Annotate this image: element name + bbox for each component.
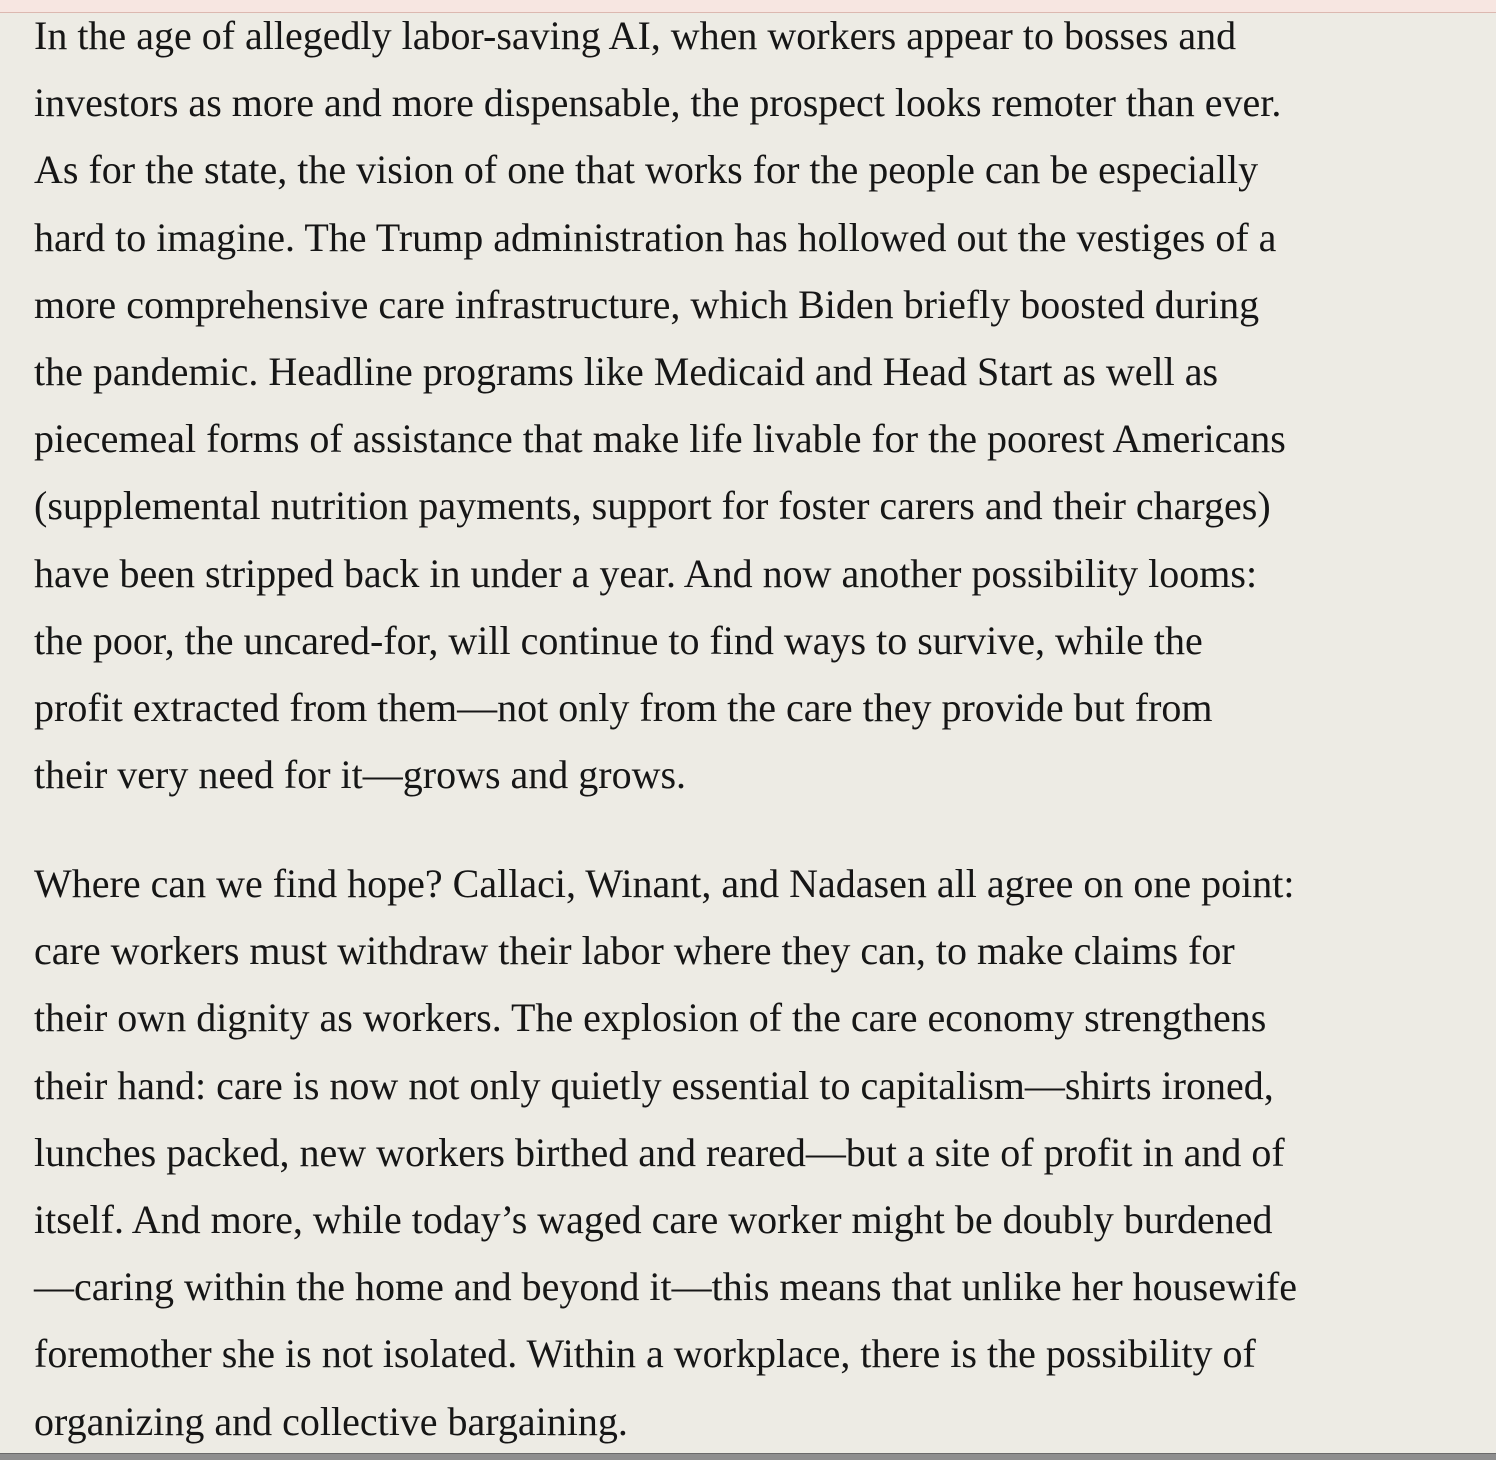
text-line: organizing and collective bargaining. [34, 1398, 628, 1444]
text-line: itself. And more, while today’s waged care worker might be doubly burdened [34, 1197, 1273, 1243]
text-line: their very need for it—grows and grows. [34, 752, 687, 798]
text-line: In the age of allegedly labor-saving AI, when workers appear to bosses and [34, 13, 1237, 58]
text-line: profit extracted from them—not only from the care they provide but from [34, 685, 1213, 731]
text-line: care workers must withdraw their labor where they can, to make claims for [34, 928, 1235, 974]
horizontal-scrollbar[interactable] [0, 1453, 1496, 1460]
text-line: their hand: care is now not only quietly essential to capitalism—shirts ironed, [34, 1062, 1274, 1108]
text-line: lunches packed, new workers birthed and reared—but a site of profit in and of [34, 1129, 1285, 1175]
text-line: investors as more and more dispensable, the prospect looks remoter than ever. [34, 80, 1282, 126]
text-line: the pandemic. Headline programs like Medicaid and Head Start as well as [34, 349, 1219, 395]
text-line: have been stripped back in under a year. And now another possibility looms: [34, 550, 1258, 596]
text-line: Where can we find hope? Callaci, Winant, and Nadasen all agree on one point: [34, 861, 1295, 906]
text-line: piecemeal forms of assistance that make life livable for the poorest Americans [34, 416, 1286, 462]
text-line: —caring within the home and beyond it—this means that unlike her housewife [34, 1264, 1298, 1310]
text-line: the poor, the uncared-for, will continue to find ways to survive, while the [34, 617, 1203, 663]
text-line: foremother she is not isolated. Within a workplace, there is the possibility of [34, 1331, 1256, 1377]
paragraph-where-can-we-find-hope [34, 850, 1474, 1455]
text-line: their own dignity as workers. The explosion of the care economy strengthens [34, 995, 1267, 1041]
text-line: (supplemental nutrition payments, support for foster carers and their charges) [34, 483, 1271, 529]
paragraph-ai-and-state [34, 2, 1474, 808]
text-line: more comprehensive care infrastructure, which Biden briefly boosted during [34, 281, 1260, 327]
text-line: hard to imagine. The Trump administration has hollowed out the vestiges of a [34, 214, 1277, 260]
text-line: As for the state, the vision of one that works for the people can be especially [34, 147, 1259, 193]
